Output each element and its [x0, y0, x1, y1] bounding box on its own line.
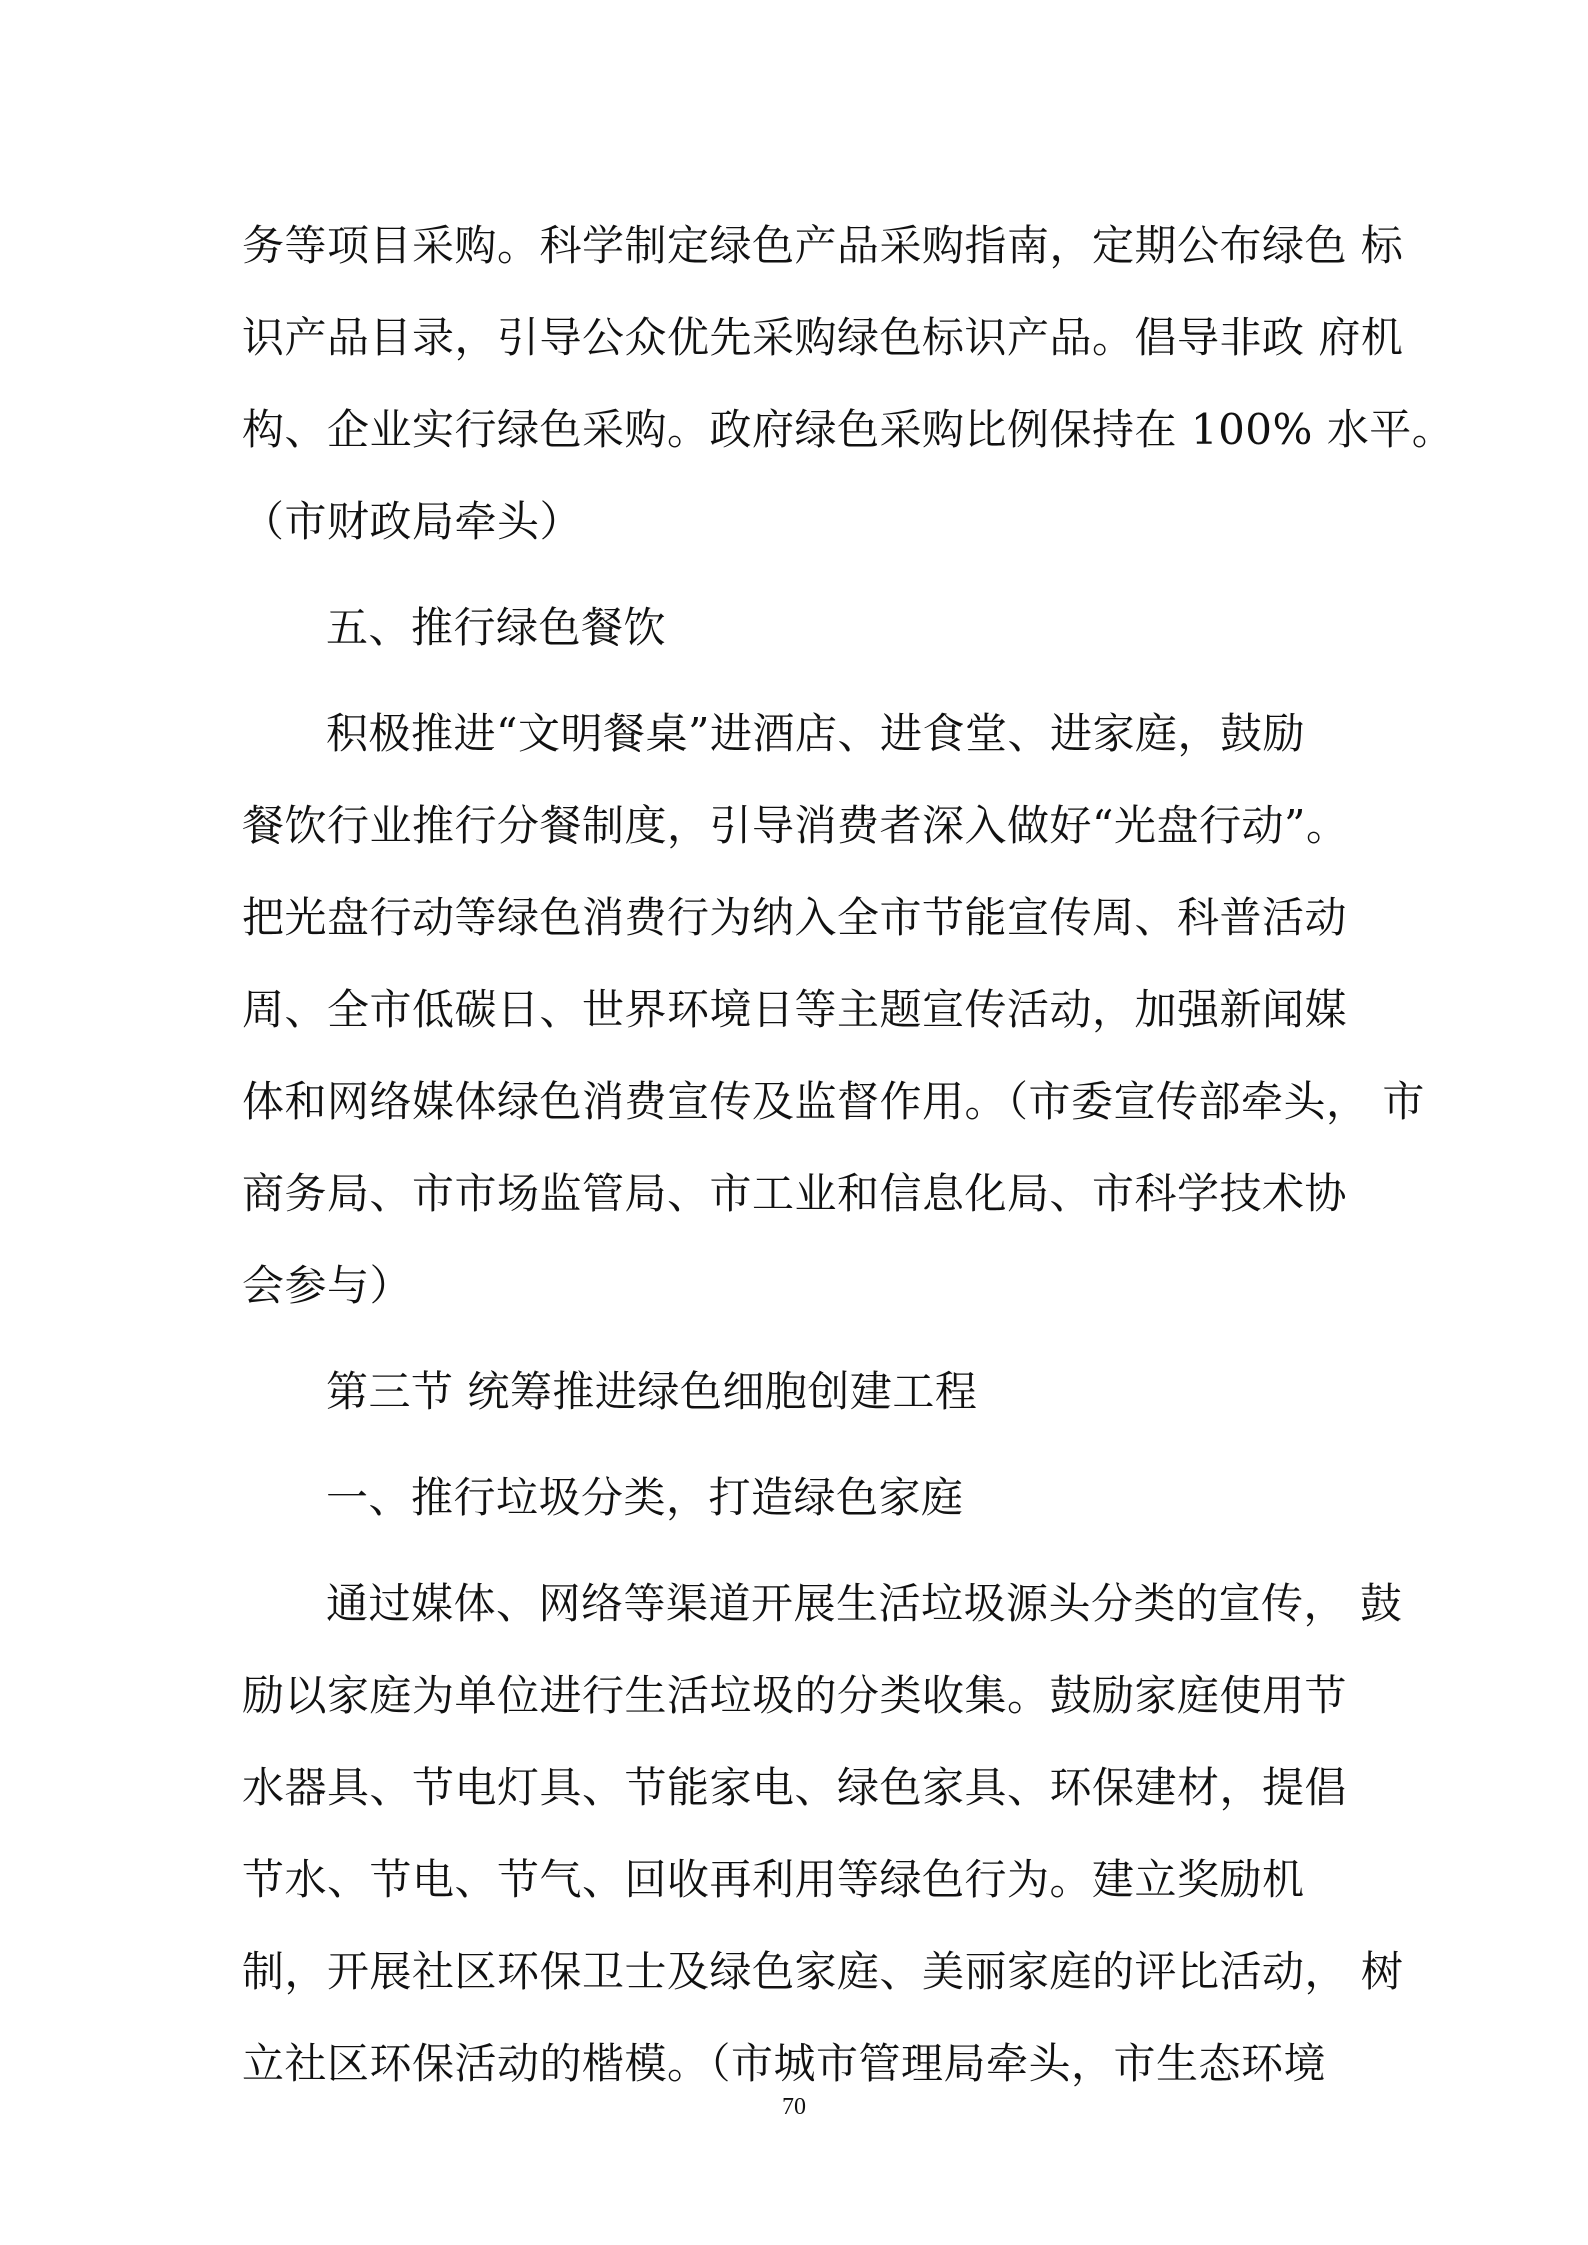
- text-line: 节水、节电、节气、回收再利用等绿色行为。建立奖励机: [242, 1855, 1305, 1904]
- paragraph-gap: [242, 568, 1362, 582]
- page-number: 70: [782, 2094, 806, 2120]
- text-line: 餐饮行业推行分餐制度，引导消费者深入做好“光盘行动”。: [242, 801, 1349, 850]
- text-line: 通过媒体、网络等渠道开展生活垃圾源头分类的宣传， 鼓: [326, 1579, 1403, 1628]
- text-line: 体和网络媒体绿色消费宣传及监督作用。（市委宣传部牵头， 市: [242, 1077, 1425, 1126]
- text-line: 励以家庭为单位进行生活垃圾的分类收集。鼓励家庭使用节: [242, 1671, 1348, 1720]
- section-heading: 一、推行垃圾分类，打造绿色家庭: [326, 1473, 964, 1522]
- text-line: 把光盘行动等绿色消费行为纳入全市节能宣传周、科普活动: [242, 893, 1348, 942]
- paragraph-gap: [242, 1438, 1362, 1452]
- text-line: （市财政局牵头）: [242, 497, 583, 546]
- text-line: 务等项目采购。科学制定绿色产品采购指南，定期公布绿色 标: [242, 221, 1404, 270]
- paragraph-gap: [242, 1544, 1362, 1558]
- text-line: 构、企业实行绿色采购。政府绿色采购比例保持在 100% 水平。: [242, 405, 1455, 454]
- text-line: 制，开展社区环保卫士及绿色家庭、美丽家庭的评比活动， 树: [242, 1947, 1404, 1996]
- paragraph-gap: [242, 1332, 1362, 1346]
- paragraph-gap: [242, 674, 1362, 688]
- text-line: 水器具、节电灯具、节能家电、绿色家具、环保建材，提倡: [242, 1763, 1348, 1812]
- text-line: 商务局、市市场监管局、市工业和信息化局、市科学技术协: [242, 1169, 1348, 1218]
- text-line: 立社区环保活动的楷模。（市城市管理局牵头，市生态环境: [242, 2039, 1327, 2088]
- text-line: 会参与）: [242, 1261, 413, 1310]
- section-heading: 五、推行绿色餐饮: [326, 603, 667, 652]
- text-line: 积极推进“文明餐桌”进酒店、进食堂、进家庭，鼓励: [326, 709, 1305, 758]
- section-heading: 第三节 统筹推进绿色细胞创建工程: [326, 1367, 978, 1416]
- body-text: [242, 200, 1455, 2110]
- text-line: 识产品目录，引导公众优先采购绿色标识产品。倡导非政 府机: [242, 313, 1404, 362]
- text-line: 周、全市低碳日、世界环境日等主题宣传活动，加强新闻媒: [242, 985, 1348, 1034]
